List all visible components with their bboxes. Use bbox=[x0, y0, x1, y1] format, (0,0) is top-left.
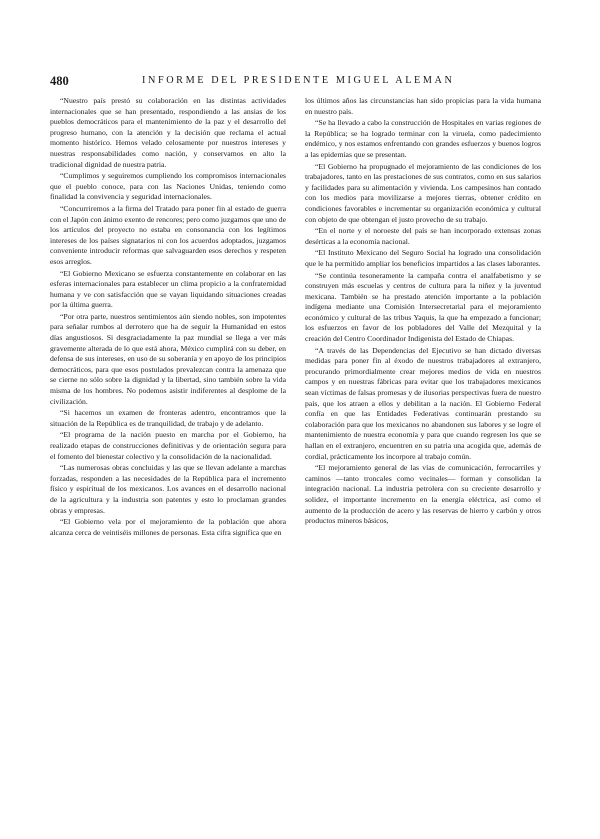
paragraph: “Las numerosas obras concluidas y las que se llevan adelante a marchas forzadas, responden a las necesidades de la República para el incremento físico y espiritual de los mexicanos. Los avances en el desarrollo nacional de la agricultura y la industria son patentes y esto lo proclaman grandes obras y empresas. bbox=[50, 463, 286, 515]
right-column bbox=[305, 96, 541, 831]
paragraph: “El programa de la nación puesto en marcha por el Gobierno, ha realizado etapas de construcciones definitivas y de orientación segura para el fomento del bienestar colectivo y la consolidación de la nacionalidad. bbox=[50, 430, 286, 461]
paragraph: “Se ha llevado a cabo la construcción de Hospitales en varias regiones de la República; se ha logrado terminar con la viruela, como padecimiento endémico, y nos estamos enfrentando con grandes esfuerzos y buenos logros a las epidemias que se presentan. bbox=[305, 118, 541, 159]
paragraph: “Cumplimos y seguiremos cumpliendo los compromisos internacionales que el pueblo conoce, para con las Naciones Unidas, teniendo como finalidad la convivencia y seguridad internacionales. bbox=[50, 171, 286, 202]
paragraph: “El Gobierno ha propugnado el mejoramiento de las condiciones de los trabajadores, tanto en las prestaciones de sus contratos, como en sus salarios y facilidades para su alimentación y vivienda. Los campesinos han contado con los medios para movilizarse a mejores tierras, obtener crédito en condiciones favorables e incrementar su organización económica y cultural con objeto de que obtengan el justo provecho de su trabajo. bbox=[305, 161, 541, 224]
paragraph: “En el norte y el noroeste del país se han incorporado extensas zonas desérticas a la economía nacional. bbox=[305, 226, 541, 246]
page-header bbox=[50, 74, 550, 90]
paragraph: “El Gobierno Mexicano se esfuerza constantemente en colaborar en las esferas internacionales para establecer un clima propicio a la confraternidad humana y ve con satisfacción que se vayan liquidando situaciones creadas por la última guerra. bbox=[50, 268, 286, 310]
left-column bbox=[50, 96, 286, 831]
paragraph: “Si hacemos un examen de fronteras adentro, encontramos que la situación de la República es de tranquilidad, de trabajo y de adelanto. bbox=[50, 408, 286, 428]
page-number: 480 bbox=[50, 74, 69, 88]
paragraph: “Se continúa tesoneramente la campaña contra el analfabetismo y se construyen más escuelas y centros de cultura para la niñez y la juventud mexicana. También se ha prestado atención importante a la población indígena mediante una Comisión Intersecretarial para el mejoramiento económico y cultural de las tribus Yaquis, la que ha empezado a funcionar; los esfuerzos en favor de los pobladores del Valle del Mezquital y la creación del Centro Coordinador Indigenista del Estado de Chiapas. bbox=[305, 270, 541, 344]
running-title: INFORME DEL PRESIDENTE MIGUEL ALEMAN bbox=[142, 75, 455, 86]
paragraph: “El Gobierno vela por el mejoramiento de la población que ahora alcanza cerca de veintiséis millones de personas. Esta cifra significa que en bbox=[50, 517, 286, 537]
paragraph: “El mejoramiento general de las vías de comunicación, ferrocarriles y caminos —tanto troncales como vecinales— forman y consolidan la integración nacional. La industria petrolera con su creciente desarrollo y solidez, el importante incremento en la energía eléctrica, así como el aumento de la producción de acero y las reservas de hierro y carbón y otros productos mineros básicos, bbox=[305, 463, 541, 526]
paragraph: “El Instituto Mexicano del Seguro Social ha logrado una consolidación que le ha permitido ampliar los beneficios impartidos a las clases laborantes. bbox=[305, 248, 541, 268]
paragraph: “Nuestro país prestó su colaboración en las distintas actividades internacionales que se han presentado, respondiendo a las ansias de los pueblos democráticos para el mantenimiento de la paz y el desarrollo del progreso humano, con la atención y la decisión que reclama el actual momento histórico. Hemos velado celosamente por nuestros intereses y nuestras responsabilidades como nación, y conservamos en alto la tradicional dignidad de nuestra patria. bbox=[50, 96, 286, 169]
paragraph: “A través de las Dependencias del Ejecutivo se han dictado diversas medidas para poner fin al éxodo de nuestros trabajadores al extranjero, procurando primordialmente crear mejores medios de vida en nuestros campos y en nuestras fábricas para evitar que los trabajadores mexicanos sean víctimas de falsas promesas y de ilusorias perspectivas fuera de nuestro país, que los atraen a ellos y debilitan a la nación. El Gobierno Federal confía en que las Entidades Federativas continuarán prestando su colaboración para que los mexicanos no abandonen sus labores y se logre el mantenimiento de nuestra economía y para que cuando regresen los que se hallan en el extranjero, encuentren en su patria una acogida que, además de cordial, prácticamente los incorpore al trabajo común. bbox=[305, 345, 541, 461]
paragraph-continued: los últimos años las circunstancias han sido propicias para la vida humana en nuestro país. bbox=[305, 96, 541, 116]
paragraph: “Por otra parte, nuestros sentimientos aún siendo nobles, son impotentes para señalar rumbos al derrotero que ha de seguir la Humanidad en estos días angustiosos. Si desgraciadamente la paz mundial se llega a ver más gravemente alterada de lo que está ahora, México cumplirá con su deber, en defensa de sus intereses, en uso de su soberanía y en apoyo de los principios democráticos, para que esos postulados prevalezcan contra la amenaza que se cierne no sólo sobre la dignidad y la libertad, sino también sobre la vida misma de los hombres. No podemos asistir indiferentes al desplome de la civilización. bbox=[50, 311, 286, 406]
paragraph: “Concurriremos a la firma del Tratado para poner fin al estado de guerra con el Japón con ánimo exento de rencores; pero como juzgamos que uno de los artículos del proyecto no estaba en consonancia con los legítimos intereses de los países signatarios ni con los acuerdos adoptados, juzgamos conveniente introducir reformas que salvaguarden esos derechos y respeten esos arreglos. bbox=[50, 203, 286, 266]
